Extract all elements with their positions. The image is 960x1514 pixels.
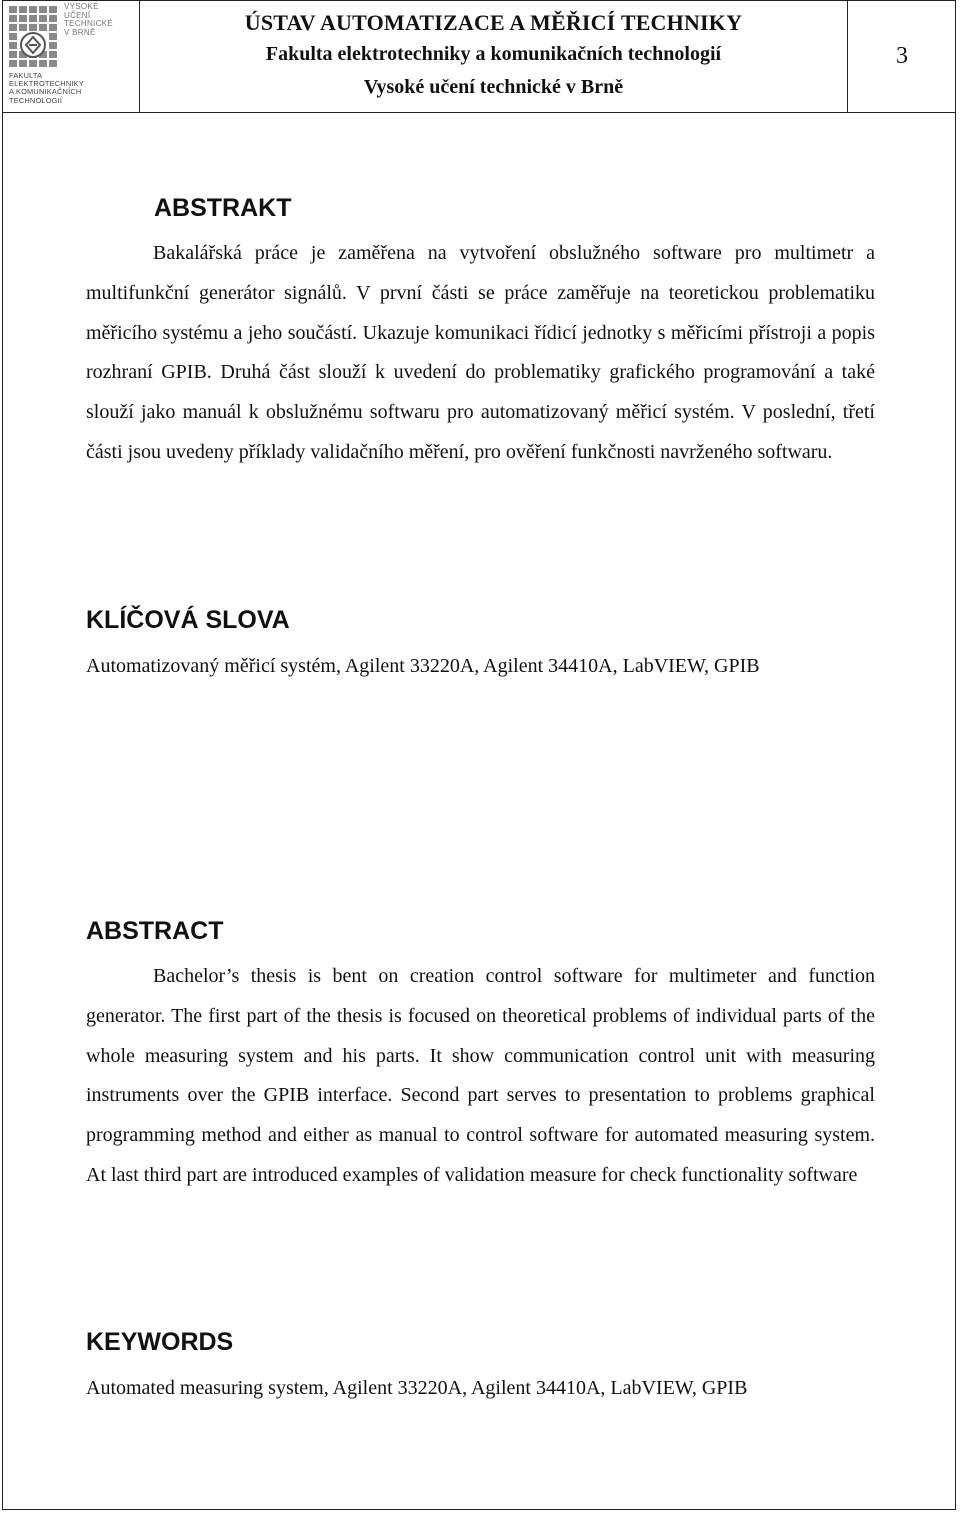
abstrakt-heading: ABSTRAKT xyxy=(154,194,292,222)
page-number: 3 xyxy=(896,43,908,69)
abstract-heading: ABSTRACT xyxy=(86,917,224,945)
header-title-block xyxy=(140,0,848,113)
logo-top-text: VYSOKÉ UČENÍ TECHNICKÉ V BRNĚ xyxy=(64,2,113,37)
abstrakt-text: Bakalářská práce je zaměřena na vytvoření obslužného software pro multimetr a multifunkční generátor signálů. V první části se práce zaměřuje na teoretickou problematiku měřicího systému a jeho součástí. Ukazuje komunikaci řídicí jednotky s měřicími přístroji a popis rozhraní GPIB. Druhá část slouží k uvedení do problematiky grafického programování a také slouží jako manuál k obslužnému softwaru pro automatizovaný měřicí systém. V poslední, třetí části jsou uvedeny příklady validačního měření, pro ověření funkčnosti navrženého softwaru. xyxy=(86,242,875,463)
keywords-text: Automated measuring system, Agilent 33220A, Agilent 34410A, LabVIEW, GPIB xyxy=(86,1377,748,1399)
klicova-slova-text: Automatizovaný měřicí systém, Agilent 33220A, Agilent 34410A, LabVIEW, GPIB xyxy=(86,655,760,677)
faculty-name: Fakulta elektrotechniky a komunikačních technologií xyxy=(265,43,722,65)
university-name: Vysoké učení technické v Brně xyxy=(363,76,624,98)
page-header xyxy=(2,0,956,113)
institute-name: ÚSTAV AUTOMATIZACE A MĚŘICÍ TECHNIKY xyxy=(244,10,743,35)
abstract-text: Bachelor’s thesis is bent on creation control software for multimeter and function generator. The first part of the thesis is focused on theoretical problems of individual parts of the whole measuring system and his parts. It show communication control unit with measuring instruments over the GPIB interface. Second part serves to presentation to problems graphical programming method and either as manual to control software for automated measuring system. At last third part are introduced examples of validation measure for check functionality software xyxy=(86,965,875,1186)
university-logo xyxy=(2,0,140,113)
keywords-heading: KEYWORDS xyxy=(86,1328,234,1356)
klicova-slova-heading: KLÍČOVÁ SLOVA xyxy=(86,606,290,634)
logo-bottom-text: FAKULTA ELEKTROTECHNIKY A KOMUNIKAČNÍCH TECHNOLOGIÍ xyxy=(9,71,84,105)
page-frame xyxy=(2,0,956,1510)
